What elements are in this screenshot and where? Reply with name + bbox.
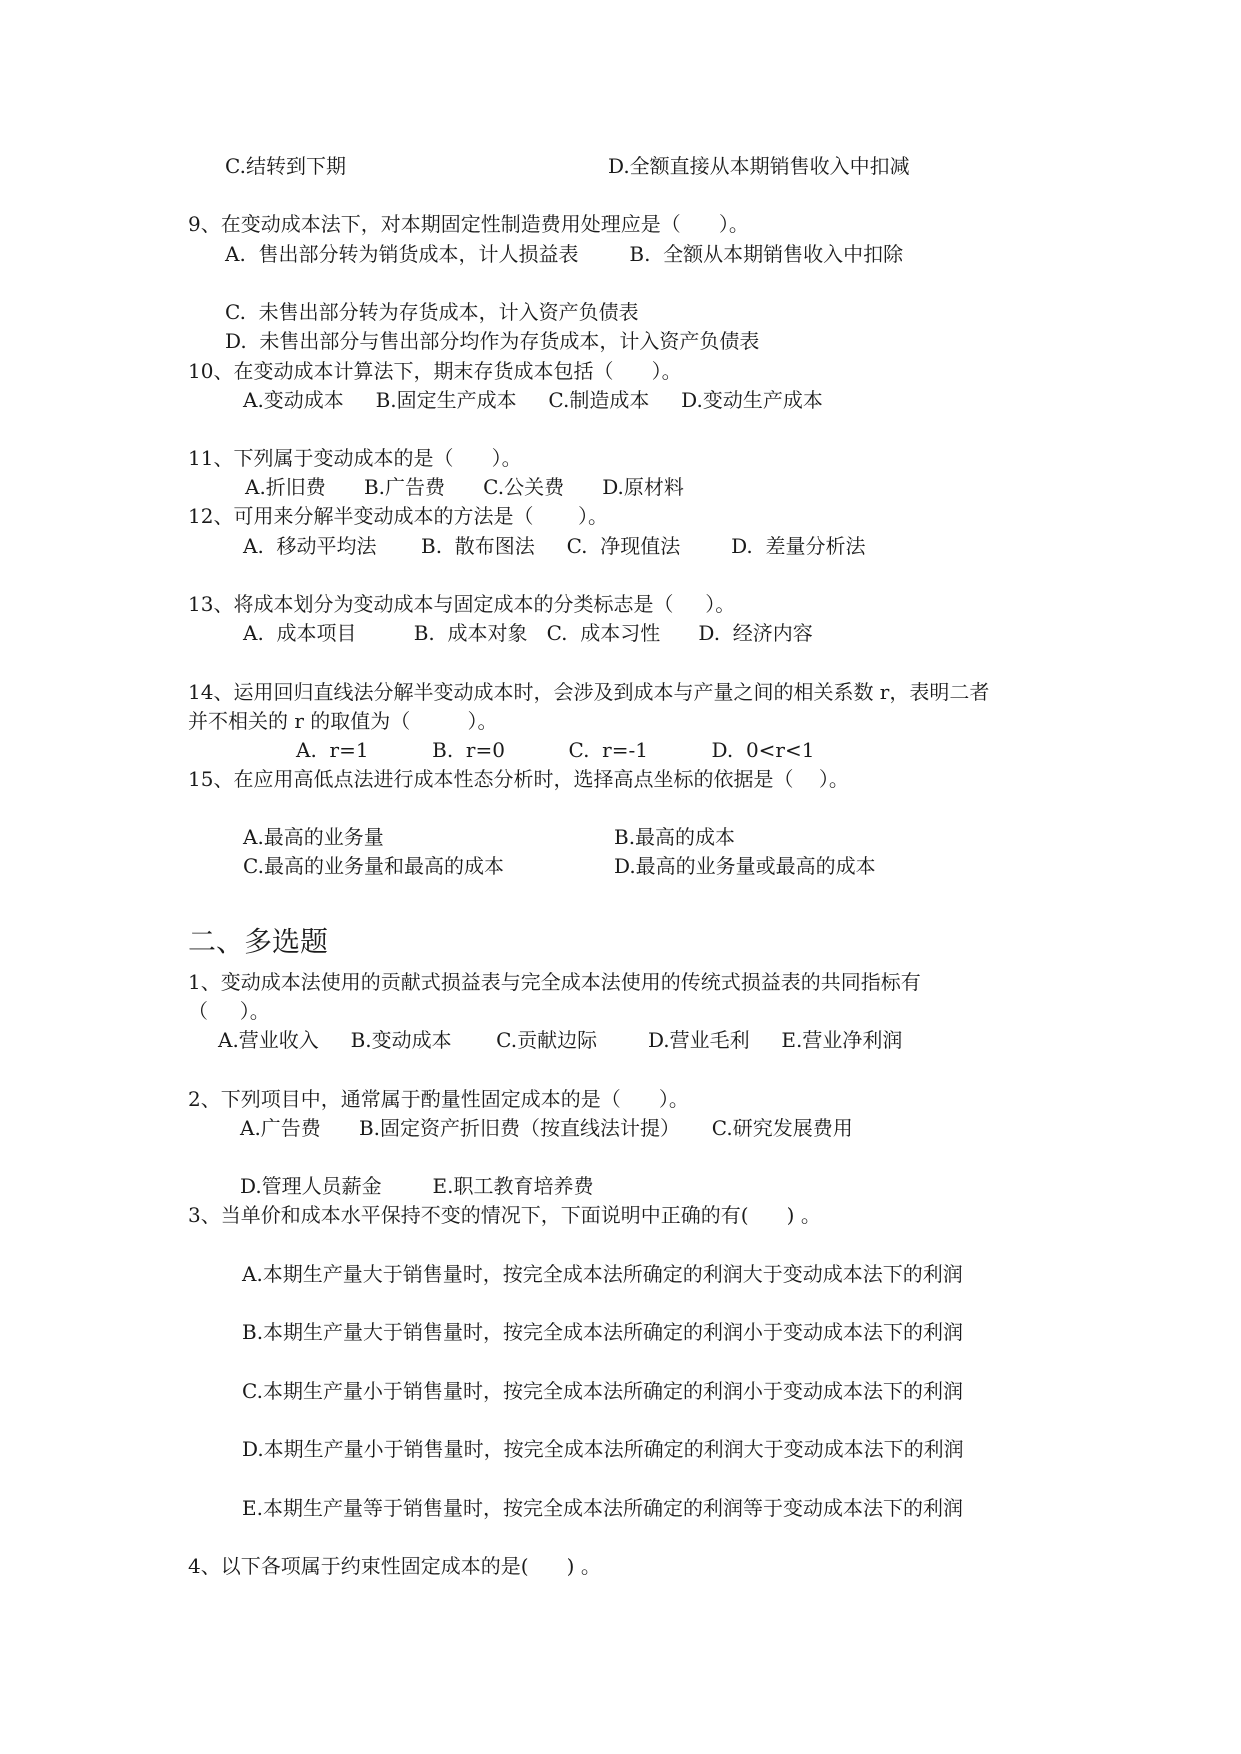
text-line: D.本期生产量小于销售量时，按完全成本法所确定的利润大于变动成本法下的利润 (242, 1437, 964, 1461)
text-line: A. 售出部分转为销货成本，计人损益表 B. 全额从本期销售收入中扣除 (225, 242, 904, 266)
text-line: 13、将成本划分为变动成本与固定成本的分类标志是（ ）。 (188, 592, 736, 616)
text-line: A. 移动平均法 B. 散布图法 C. 净现值法 D. 差量分析法 (243, 534, 866, 558)
text-line: A.本期生产量大于销售量时，按完全成本法所确定的利润大于变动成本法下的利润 (242, 1262, 963, 1286)
text-line: 10、在变动成本计算法下，期末存货成本包括（ ）。 (188, 359, 682, 383)
text-line: A. r=1 B. r=0 C. r=-1 D. 0<r<1 (296, 738, 815, 762)
text-line: A.营业收入 B.变动成本 C.贡献边际 D.营业毛利 E.营业净利润 (218, 1028, 903, 1052)
text-line: 15、在应用高低点法进行成本性态分析时，选择高点坐标的依据是（ ）。 (188, 767, 849, 791)
text-line: 3、当单价和成本水平保持不变的情况下，下面说明中正确的有( ) 。 (188, 1203, 821, 1227)
text-line: D.全额直接从本期销售收入中扣减 (608, 154, 910, 178)
text-line: 11、下列属于变动成本的是（ ）。 (188, 446, 522, 470)
text-line: 14、运用回归直线法分解半变动成本时，会涉及到成本与产量之间的相关系数 r，表明二者 (188, 680, 990, 704)
text-line: 12、可用来分解半变动成本的方法是（ ）。 (188, 504, 608, 528)
text-line: A. 成本项目 B. 成本对象 C. 成本习性 D. 经济内容 (243, 621, 813, 645)
text-line: C.最高的业务量和最高的成本 (243, 854, 504, 878)
text-line: E.本期生产量等于销售量时，按完全成本法所确定的利润等于变动成本法下的利润 (242, 1496, 963, 1520)
text-line: 4、以下各项属于约束性固定成本的是( ) 。 (188, 1554, 601, 1578)
text-line: B.最高的成本 (614, 825, 736, 849)
text-line: （ ）。 (188, 999, 270, 1023)
text-line: 9、在变动成本法下，对本期固定性制造费用处理应是（ ）。 (188, 212, 749, 236)
text-line: C. 未售出部分转为存货成本，计入资产负债表 (225, 300, 639, 324)
text-line: A.折旧费 B.广告费 C.公关费 D.原材料 (245, 475, 684, 499)
text-line: A.变动成本 B.固定生产成本 C.制造成本 D.变动生产成本 (243, 388, 823, 412)
text-line: 2、下列项目中，通常属于酌量性固定成本的是（ ）。 (188, 1087, 689, 1111)
text-line: D.管理人员薪金 E.职工教育培养费 (240, 1174, 594, 1198)
text-line: A.广告费 B.固定资产折旧费（按直线法计提） C.研究发展费用 (240, 1116, 853, 1140)
text-line: D. 未售出部分与售出部分均作为存货成本，计入资产负债表 (225, 329, 760, 353)
section-heading: 二、多选题 (188, 925, 329, 958)
text-line: 1、变动成本法使用的贡献式损益表与完全成本法使用的传统式损益表的共同指标有 (188, 970, 921, 994)
text-line: 并不相关的 r 的取值为（ ）。 (188, 709, 498, 733)
text-line: C.本期生产量小于销售量时，按完全成本法所确定的利润小于变动成本法下的利润 (242, 1379, 963, 1403)
text-line: B.本期生产量大于销售量时，按完全成本法所确定的利润小于变动成本法下的利润 (242, 1320, 964, 1344)
text-line: A.最高的业务量 (243, 825, 384, 849)
text-line: D.最高的业务量或最高的成本 (614, 854, 876, 878)
text-line: C.结转到下期 (225, 154, 346, 178)
